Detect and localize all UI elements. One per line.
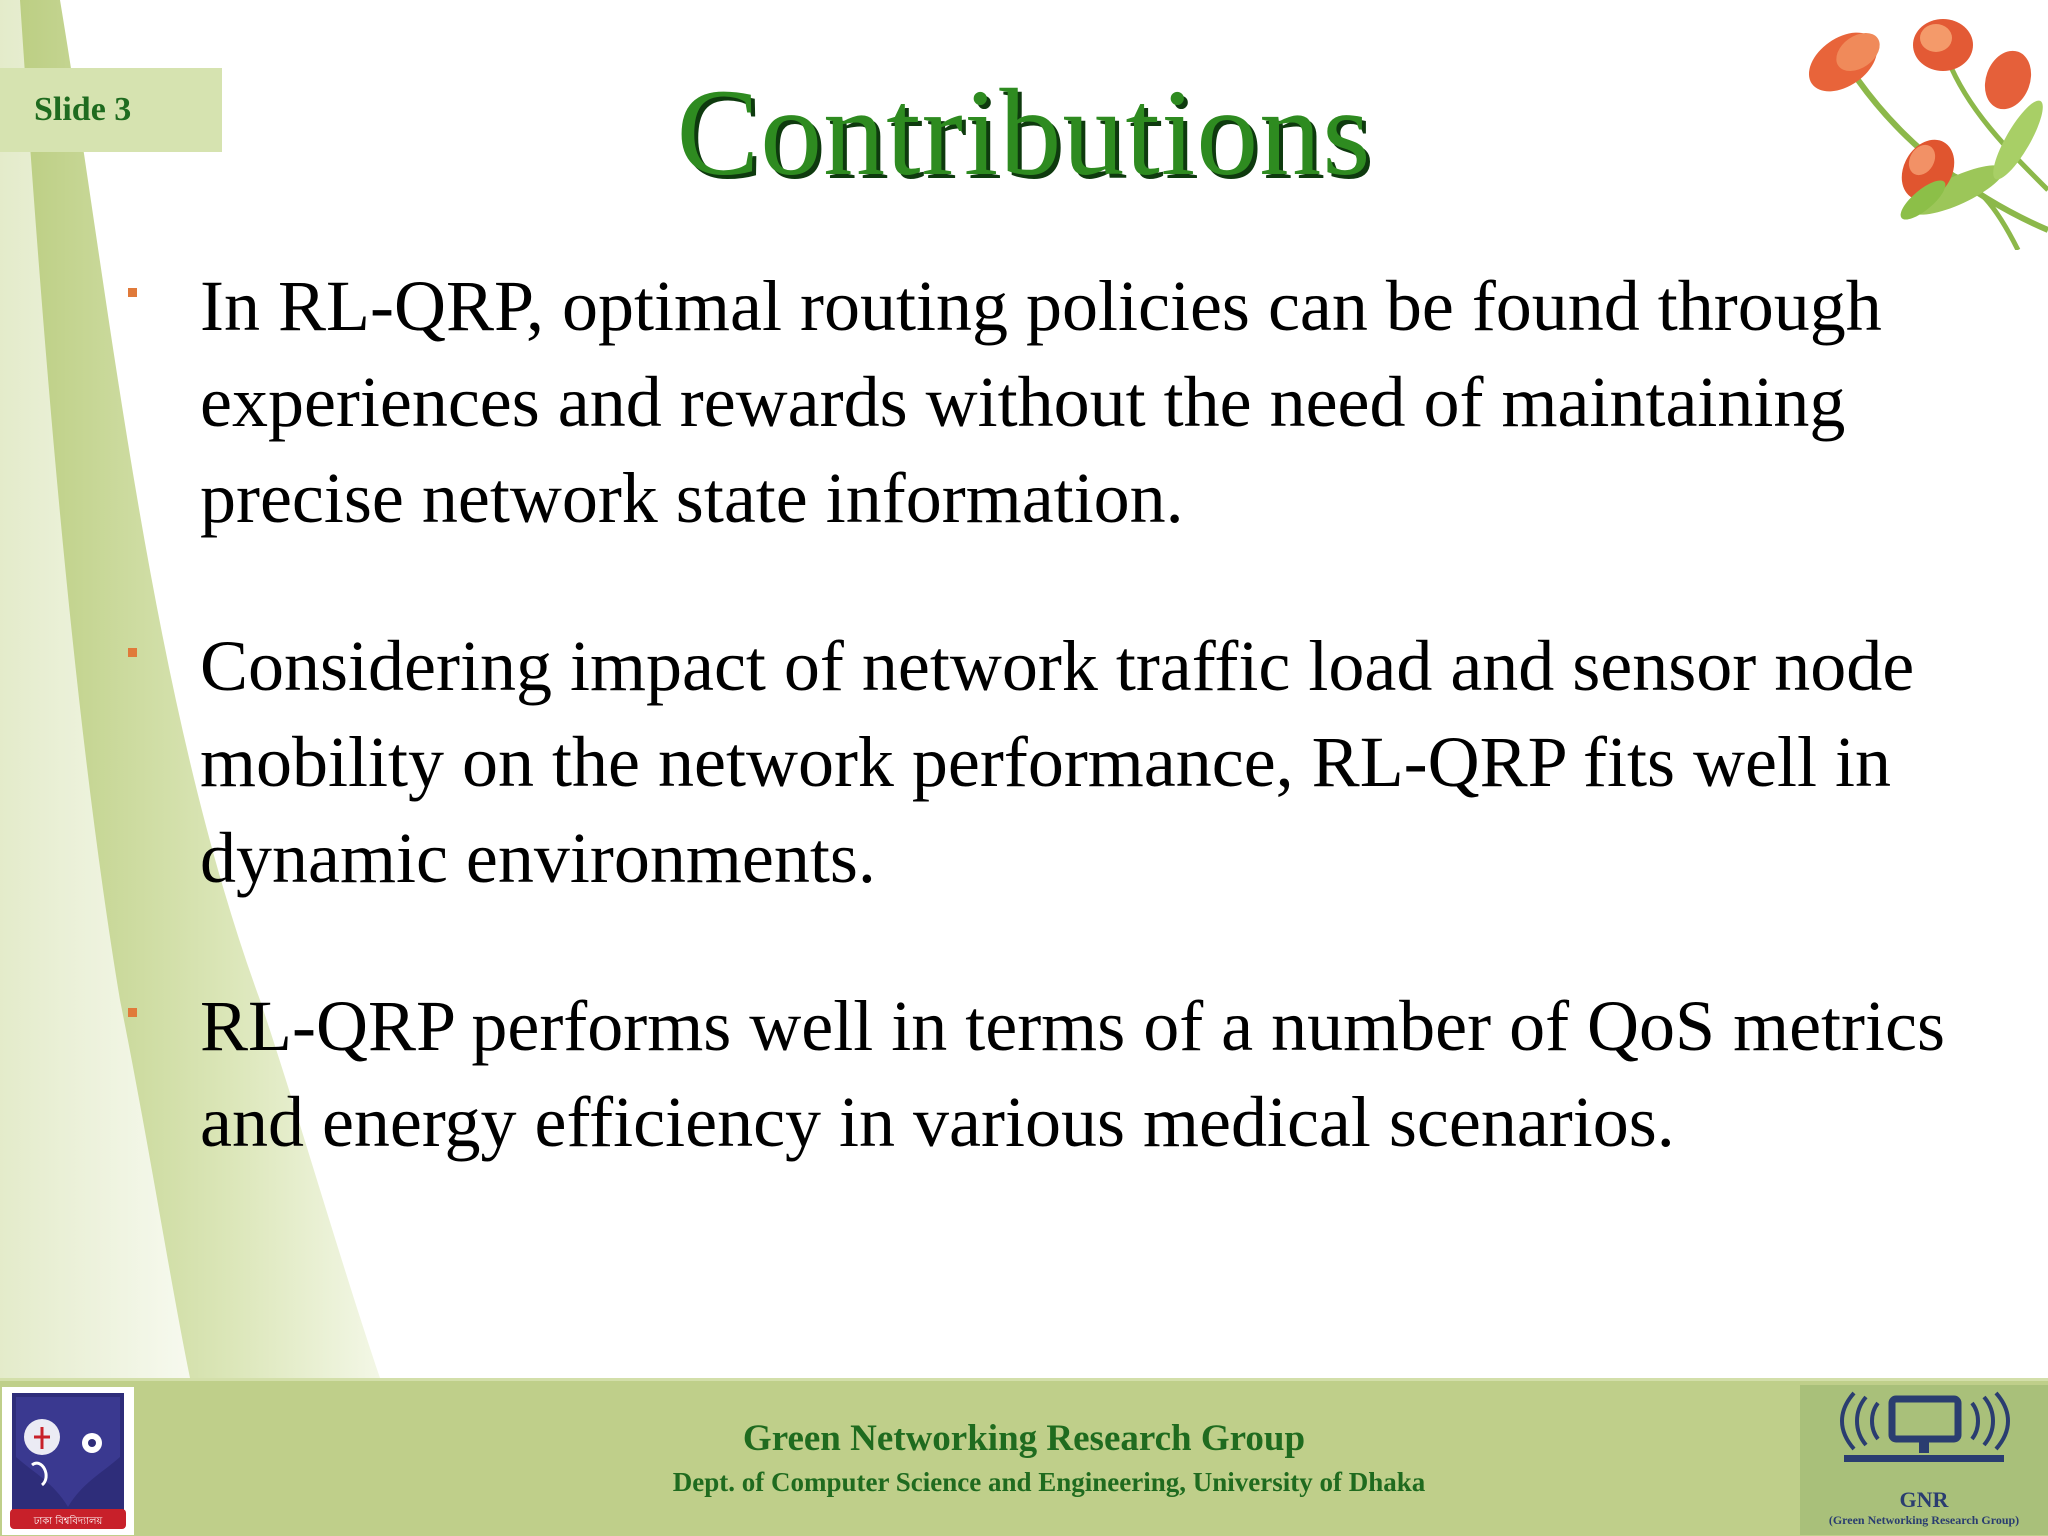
university-crest-icon xyxy=(2,1387,134,1535)
svg-text:ঢাকা বিশ্ববিদ্যালয়: ঢাকা বিশ্ববিদ্যালয় xyxy=(33,1516,103,1527)
footer-department: Dept. of Computer Science and Engineering, University of Dhaka xyxy=(672,1467,1426,1497)
gnr-sublabel: (Green Networking Research Group) xyxy=(1828,1513,2020,1527)
bullet-list xyxy=(120,258,2020,1242)
bullet-text: RL-QRP performs well in terms of a number of QoS metrics and energy efficiency in various medical scenarios. xyxy=(200,986,1946,1162)
bullet-marker xyxy=(128,1008,137,1017)
bullet-item xyxy=(120,978,2020,1170)
university-logo xyxy=(2,1387,134,1535)
gnr-label: GNR xyxy=(1899,1487,1949,1512)
bullet-marker xyxy=(128,648,137,657)
network-monitor-icon xyxy=(1800,1385,2048,1485)
footer-bar xyxy=(0,1378,2048,1536)
bullet-item xyxy=(120,618,2020,906)
gnr-logo xyxy=(1800,1385,2048,1535)
slide-number-tab: Slide 3 xyxy=(0,68,222,152)
bullet-marker xyxy=(128,288,137,297)
bullet-text: In RL-QRP, optimal routing policies can be found through experiences and rewards without the need of maintaining precise network state information. xyxy=(200,266,1882,538)
slide-title: Contributions xyxy=(676,64,1372,201)
footer-group-name: Green Networking Research Group xyxy=(742,1418,1306,1459)
bullet-item xyxy=(120,258,2020,546)
bullet-text: Considering impact of network traffic load and sensor node mobility on the network performance, RL-QRP fits well in dynamic environments. xyxy=(200,626,1915,898)
